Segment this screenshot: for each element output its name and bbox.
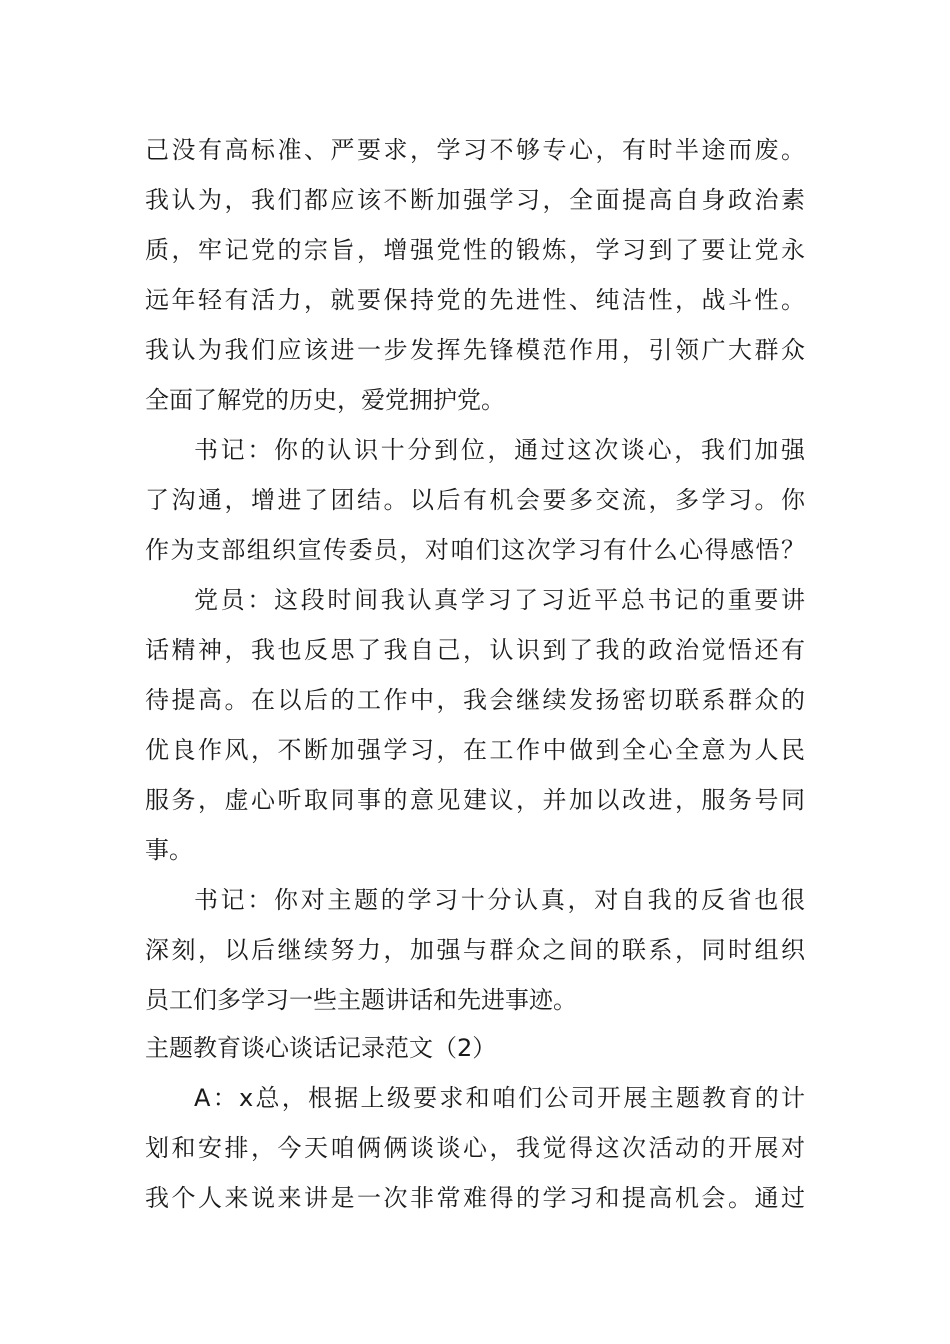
text-line: 我个人来说来讲是一次非常难得的学习和提高机会。通过 [145, 1184, 805, 1212]
text-line: 我认为，我们都应该不断加强学习，全面提高自身政治素 [145, 186, 805, 214]
text-line: 远年轻有活力，就要保持党的先进性、纯洁性，战斗性。 [145, 286, 805, 314]
text-line: 己没有高标准、严要求，学习不够专心，有时半途而废。 [145, 136, 805, 164]
text-line: 优良作风，不断加强学习，在工作中做到全心全意为人民 [145, 736, 805, 764]
text-line: 待提高。在以后的工作中，我会继续发扬密切联系群众的 [145, 686, 805, 714]
section-heading: 主题教育谈心谈话记录范文（2） [145, 1034, 497, 1062]
text-line: 服务，虚心听取同事的意见建议，并加以改进，服务号同 [145, 786, 805, 814]
text-line: 党员：这段时间我认真学习了习近平总书记的重要讲 [194, 586, 805, 614]
text-line: 话精神，我也反思了我自己，认识到了我的政治觉悟还有 [145, 636, 805, 664]
text-line: 深刻，以后继续努力，加强与群众之间的联系，同时组织 [145, 936, 805, 964]
text-line: 书记：你的认识十分到位，通过这次谈心，我们加强 [194, 436, 805, 464]
text-line: 划和安排，今天咱俩俩谈谈心，我觉得这次活动的开展对 [145, 1134, 805, 1162]
text-line: 作为支部组织宣传委员，对咱们这次学习有什么心得感悟？ [145, 536, 805, 564]
text-line: 事。 [145, 836, 193, 864]
text-line: 了沟通，增进了团结。以后有机会要多交流，多学习。你 [145, 486, 805, 514]
text-line: 全面了解党的历史，爱党拥护党。 [145, 386, 505, 414]
text-line: 员工们多学习一些主题讲话和先进事迹。 [145, 986, 577, 1014]
text-line: 质，牢记党的宗旨，增强党性的锻炼，学习到了要让党永 [145, 236, 805, 264]
text-line: A：x总，根据上级要求和咱们公司开展主题教育的计 [194, 1084, 805, 1112]
text-line: 书记：你对主题的学习十分认真，对自我的反省也很 [194, 886, 805, 914]
text-line: 我认为我们应该进一步发挥先锋模范作用，引领广大群众 [145, 336, 805, 364]
